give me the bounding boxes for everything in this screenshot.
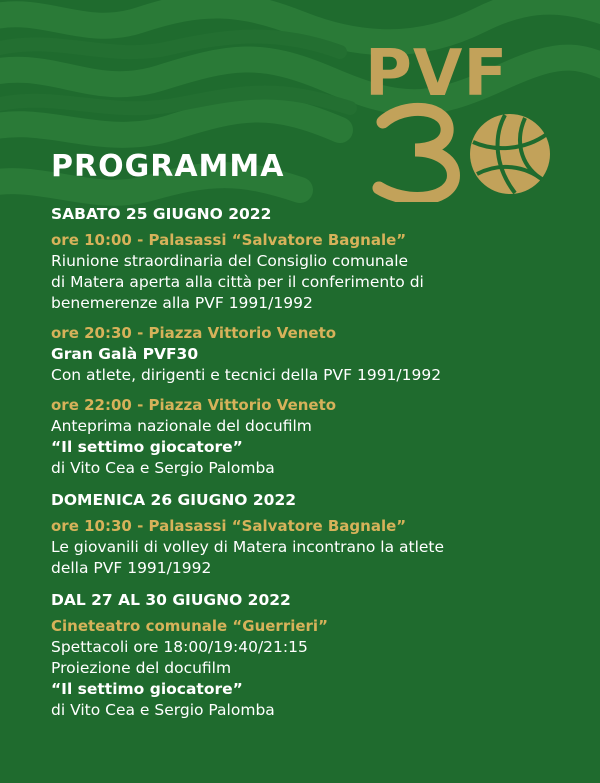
event-description-line: benemerenze alla PVF 1991/1992 bbox=[51, 294, 313, 312]
day-heading: SABATO 25 GIUGNO 2022 bbox=[51, 205, 272, 223]
page-title: PROGRAMMA bbox=[51, 149, 285, 184]
day-section-range bbox=[51, 590, 571, 721]
event-item bbox=[51, 323, 571, 386]
logo-30-volleyball-mark bbox=[365, 92, 565, 202]
event-item bbox=[51, 395, 571, 479]
event-description-line: della PVF 1991/1992 bbox=[51, 559, 212, 577]
logo-pvf-text: PVF bbox=[365, 37, 509, 111]
event-description-line: Proiezione del docufilm bbox=[51, 659, 232, 677]
event-item bbox=[51, 616, 571, 721]
film-title: “Il settimo giocatore” bbox=[51, 680, 243, 698]
day-heading: DAL 27 AL 30 GIUGNO 2022 bbox=[51, 591, 291, 609]
event-description-line: Spettacoli ore 18:00/19:40/21:15 bbox=[51, 638, 308, 656]
event-time-location: ore 10:30 - Palasassi “Salvatore Bagnale” bbox=[51, 517, 407, 535]
event-description-line: di Vito Cea e Sergio Palomba bbox=[51, 701, 275, 719]
event-item bbox=[51, 516, 571, 579]
event-description-line: di Vito Cea e Sergio Palomba bbox=[51, 459, 275, 477]
event-time-location: Cineteatro comunale “Guerrieri” bbox=[51, 617, 328, 635]
event-time-location: ore 22:00 - Piazza Vittorio Veneto bbox=[51, 396, 337, 414]
event-title: Gran Galà PVF30 bbox=[51, 345, 199, 363]
pvf30-logo bbox=[365, 37, 565, 202]
event-description-line: Anteprima nazionale del docufilm bbox=[51, 417, 312, 435]
event-time-location: ore 10:00 - Palasassi “Salvatore Bagnale” bbox=[51, 231, 407, 249]
day-section-sunday bbox=[51, 490, 571, 579]
day-section-saturday bbox=[51, 204, 571, 479]
event-item bbox=[51, 230, 571, 314]
event-description-line: Con atlete, dirigenti e tecnici della PVF 1991/1992 bbox=[51, 366, 442, 384]
event-time-location: ore 20:30 - Piazza Vittorio Veneto bbox=[51, 324, 337, 342]
day-heading: DOMENICA 26 GIUGNO 2022 bbox=[51, 491, 297, 509]
event-description-line: Riunione straordinaria del Consiglio comunale bbox=[51, 252, 409, 270]
film-title: “Il settimo giocatore” bbox=[51, 438, 243, 456]
event-description-line: di Matera aperta alla città per il conferimento di bbox=[51, 273, 424, 291]
program-content bbox=[51, 204, 571, 730]
event-description-line: Le giovanili di volley di Matera incontrano la atlete bbox=[51, 538, 445, 556]
